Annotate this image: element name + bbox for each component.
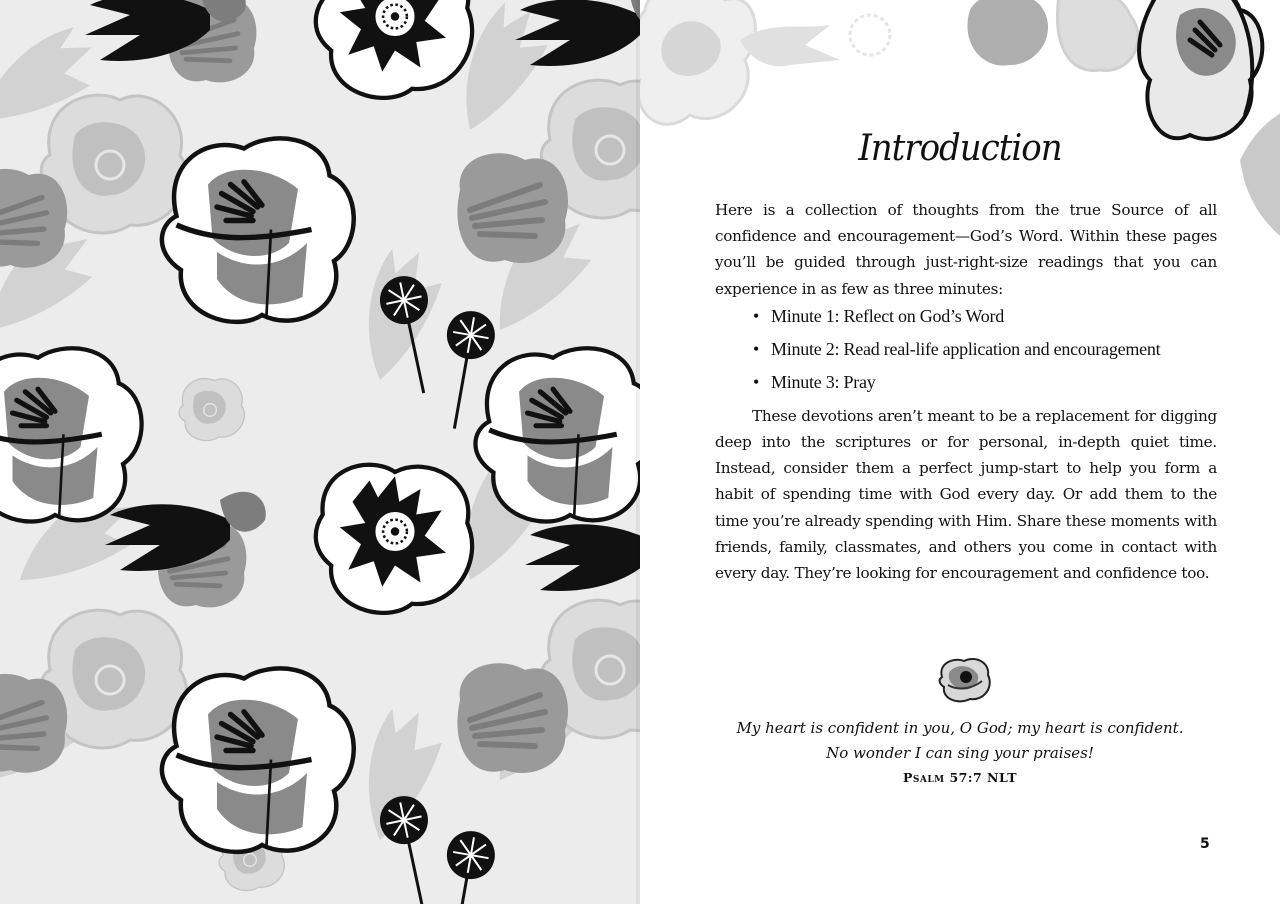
intro-body xyxy=(715,197,1217,586)
page-number: 5 xyxy=(1200,836,1210,852)
list-item: • Minute 3: Pray xyxy=(771,370,1217,395)
page-title: Introduction xyxy=(858,126,1062,170)
scripture-reference: Psalm 57:7 NLT xyxy=(902,770,1018,785)
poppy-flower-icon xyxy=(936,655,994,705)
intro-paragraph: Here is a collection of thoughts from the true Source of all confidence and encouragement—God’s Word. Within these pages you’ll be guided through just-right-size readings that you can experience in as few as three minutes: xyxy=(715,201,1217,298)
scripture-verse: My heart is confident in you, O God; my heart is confident. No wonder I can sing your praises! xyxy=(736,719,1184,762)
list-item: • Minute 1: Reflect on God’s Word xyxy=(771,304,1217,329)
right-page-introduction xyxy=(640,0,1280,904)
second-paragraph: These devotions aren’t meant to be a replacement for digging deep into the scriptures or for personal, in-depth quiet time. Instead, consider them a perfect jump-start to help you form a habit of spending time with God every day. Or add them to the time you’re already spending with Him. Share these moments with friends, family, classmates, and others you come in contact with every day. They’re looking for encouragement and confidence too. xyxy=(715,406,1217,583)
list-item: • Minute 2: Read real-life application and encouragement xyxy=(771,337,1217,362)
minutes-list xyxy=(715,304,1217,395)
